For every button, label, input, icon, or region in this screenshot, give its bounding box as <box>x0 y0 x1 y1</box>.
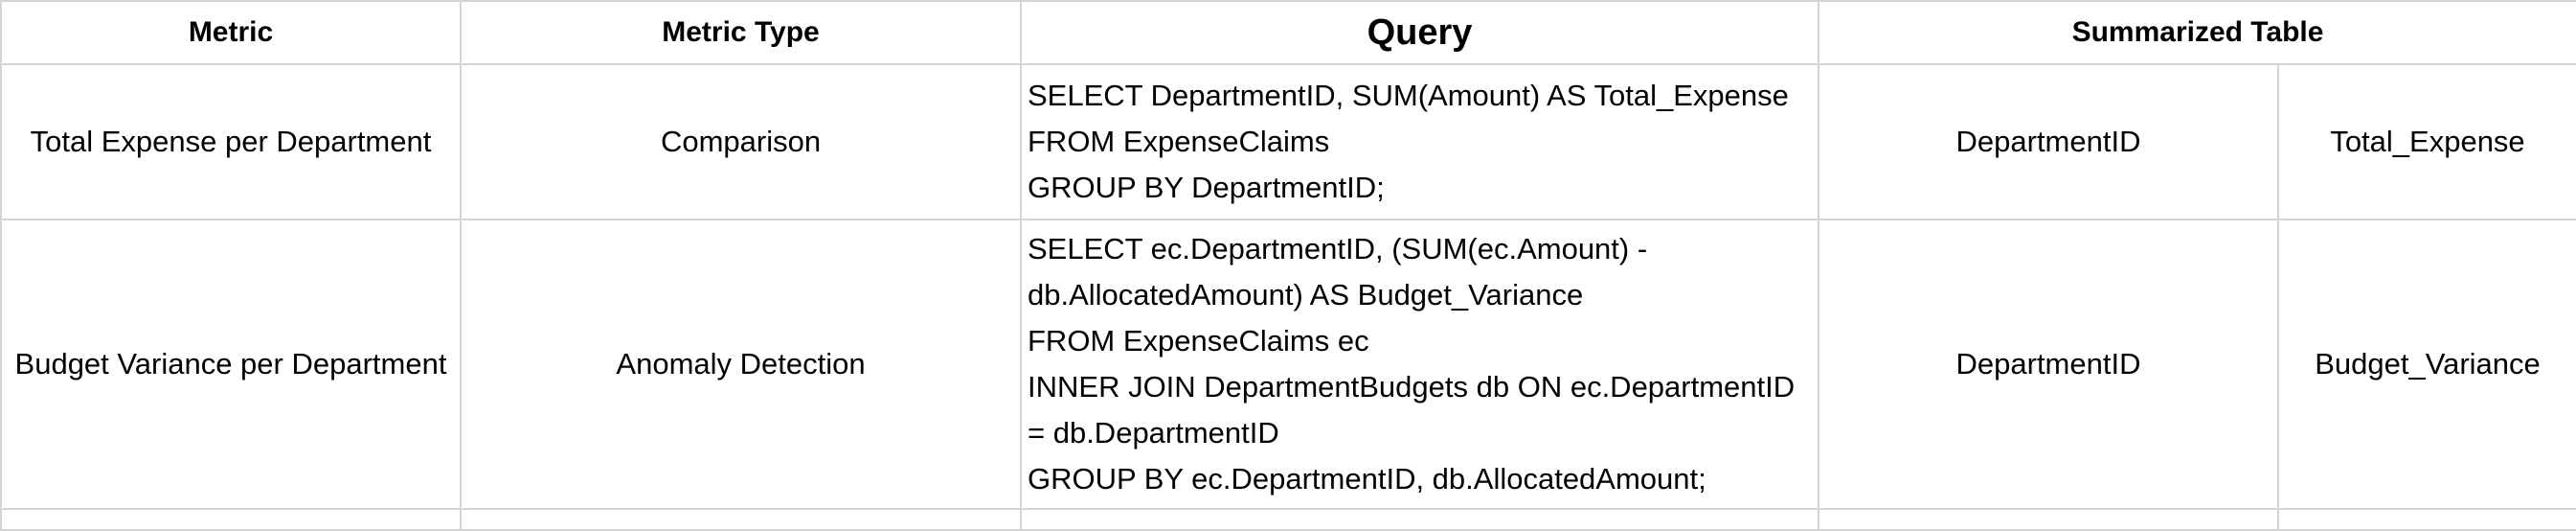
empty-cell[interactable] <box>1819 509 2278 530</box>
query-line: FROM ExpenseClaims ec <box>1028 324 1369 358</box>
empty-row <box>1 509 2576 530</box>
empty-cell[interactable] <box>461 509 1021 530</box>
cell-summary-col1[interactable]: DepartmentID <box>1819 64 2278 219</box>
query-line: SELECT ec.DepartmentID, (SUM(ec.Amount) - <box>1028 232 1648 266</box>
table-row <box>1 219 2576 509</box>
header-query[interactable]: Query <box>1021 1 1819 64</box>
query-line: = db.DepartmentID <box>1028 416 1279 450</box>
header-row <box>1 1 2576 64</box>
empty-cell[interactable] <box>1021 509 1819 530</box>
cell-summary-col1[interactable]: DepartmentID <box>1819 219 2278 509</box>
query-line: GROUP BY ec.DepartmentID, db.AllocatedAmount; <box>1028 462 1706 496</box>
query-line: INNER JOIN DepartmentBudgets db ON ec.DepartmentID <box>1028 370 1796 404</box>
header-summarized-table[interactable]: Summarized Table <box>1819 1 2576 64</box>
cell-metric-type[interactable]: Comparison <box>461 64 1021 219</box>
table-row <box>1 64 2576 219</box>
header-metric[interactable]: Metric <box>1 1 461 64</box>
cell-metric[interactable]: Total Expense per Department <box>1 64 461 219</box>
empty-cell[interactable] <box>1 509 461 530</box>
query-line: FROM ExpenseClaims <box>1028 125 1330 158</box>
cell-metric-type[interactable]: Anomaly Detection <box>461 219 1021 509</box>
cell-summary-col2[interactable]: Total_Expense <box>2278 64 2576 219</box>
cell-summary-col2[interactable]: Budget_Variance <box>2278 219 2576 509</box>
cell-query[interactable] <box>1021 219 1819 509</box>
header-metric-type[interactable]: Metric Type <box>461 1 1021 64</box>
empty-cell[interactable] <box>2278 509 2576 530</box>
cell-metric[interactable]: Budget Variance per Department <box>1 219 461 509</box>
query-line: GROUP BY DepartmentID; <box>1028 171 1385 204</box>
cell-query[interactable] <box>1021 64 1819 219</box>
query-line: SELECT DepartmentID, SUM(Amount) AS Total_Expense <box>1028 79 1789 112</box>
query-line: db.AllocatedAmount) AS Budget_Variance <box>1028 278 1584 312</box>
